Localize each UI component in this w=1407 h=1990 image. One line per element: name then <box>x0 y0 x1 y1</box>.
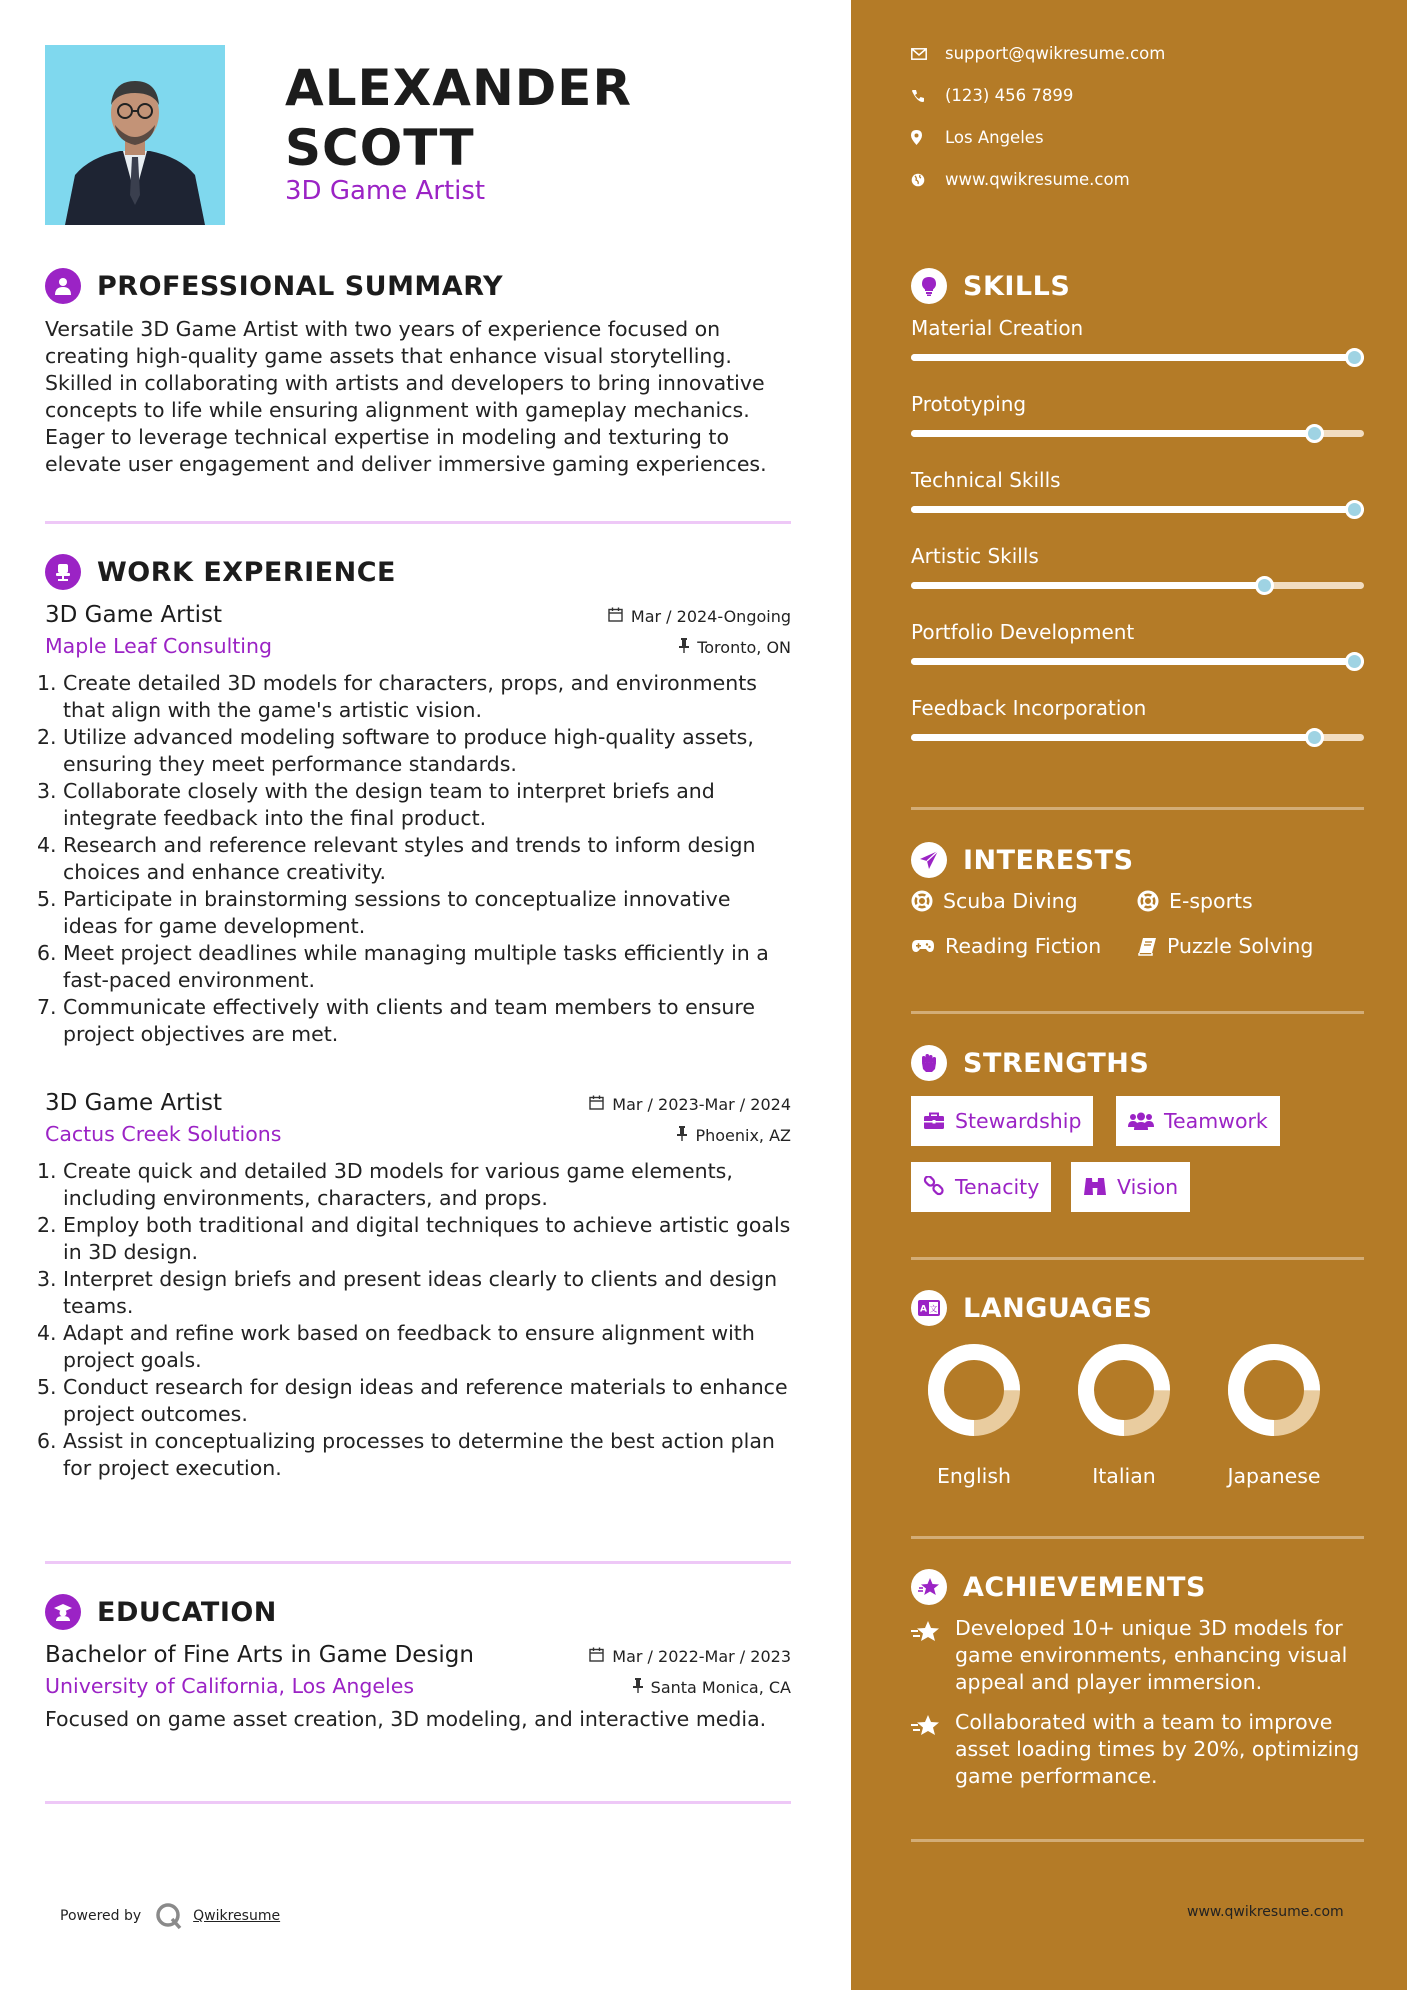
duties-list <box>37 1158 791 1482</box>
strength-chip <box>911 1096 1093 1146</box>
language-name: Italian <box>1092 1464 1156 1488</box>
education-location-text: Santa Monica, CA <box>650 1678 791 1697</box>
skill-bar-fill <box>911 506 1364 513</box>
achievement-item <box>911 1615 1364 1696</box>
translate-icon <box>911 1290 947 1326</box>
list-item: 2. Utilize advanced modeling software to produce high-quality assets, ensuring they meet performance standards. <box>37 725 754 776</box>
pin-icon <box>677 1126 687 1145</box>
paper-plane-icon <box>911 842 947 878</box>
summary-text: Versatile 3D Game Artist with two years of experience focused on creating high-quality game assets that enhance visual storytelling. Skilled in collaborating with artists and developers to bring innovative concepts to life while ensuring alignment with gameplay mechanics. Eager to leverage technical expertise in modeling and texturing to elevate user engagement and deliver immersive gaming experiences. <box>45 317 767 476</box>
experience-section <box>37 552 791 1048</box>
education-section <box>45 1592 791 1733</box>
language-item <box>919 1342 1029 1488</box>
list-item: 6. Meet project deadlines while managing multiple tasks efficiently in a fast-paced environment. <box>37 941 769 992</box>
gamepad-icon <box>911 938 935 954</box>
interest-label: E-sports <box>1169 889 1253 913</box>
envelope-icon <box>911 48 945 60</box>
chair-icon <box>45 554 81 590</box>
skill-slider-handle <box>1345 652 1364 671</box>
education-title: EDUCATION <box>97 1596 277 1628</box>
skill-name: Material Creation <box>911 316 1084 340</box>
divider <box>911 807 1364 810</box>
list-item: 1. Create detailed 3D models for characters, props, and environments that align with the game's artistic vision. <box>37 671 757 722</box>
list-item: 4. Research and reference relevant styles and trends to inform design choices and enhance creativity. <box>37 833 756 884</box>
star-badge-icon <box>911 1569 947 1605</box>
qwikresume-link[interactable]: Qwikresume <box>193 1908 281 1924</box>
skill-slider-handle <box>1305 728 1324 747</box>
degree-title: Bachelor of Fine Arts in Game Design <box>45 1642 474 1668</box>
skill-item <box>911 316 1364 376</box>
interest-item <box>911 934 1101 958</box>
list-item: 6. Assist in conceptualizing processes to determine the best action plan for project execution. <box>37 1429 775 1480</box>
language-name: English <box>936 1464 1012 1488</box>
job-date-text: Mar / 2024-Ongoing <box>630 607 791 626</box>
job-location-text: Toronto, ON <box>697 638 791 657</box>
name-line-2: SCOTT <box>285 119 475 177</box>
job-title: 3D Game Artist <box>45 602 223 628</box>
strengths-section <box>911 1043 1364 1083</box>
graduate-icon <box>45 1594 81 1630</box>
company-name: Maple Leaf Consulting <box>45 634 273 658</box>
interest-item <box>1137 934 1313 958</box>
contact-website-text: www.qwikresume.com <box>945 170 1130 189</box>
language-item <box>1069 1342 1179 1488</box>
strength-chip <box>1071 1162 1190 1212</box>
skill-bar <box>911 506 1364 513</box>
calendar-icon <box>589 1647 604 1666</box>
pin-icon <box>679 638 689 657</box>
interests-section <box>911 840 1364 880</box>
skill-item <box>911 544 1364 604</box>
achievement-text: Collaborated with a team to improve asset loading times by 20%, optimizing game performance. <box>955 1710 1360 1788</box>
list-item: 4. Adapt and refine work based on feedback to ensure alignment with project goals. <box>37 1321 755 1372</box>
skill-name: Artistic Skills <box>911 544 1039 568</box>
interest-label: Reading Fiction <box>945 934 1102 958</box>
list-item: 7. Communicate effectively with clients and team members to ensure project objectives are met. <box>37 995 755 1046</box>
divider <box>911 1839 1364 1842</box>
job-location-text: Phoenix, AZ <box>695 1126 791 1145</box>
powered-by <box>60 1902 280 1930</box>
languages-title: LANGUAGES <box>963 1292 1153 1324</box>
calendar-icon <box>589 1095 604 1114</box>
job-location <box>677 1126 791 1145</box>
strength-label: Tenacity <box>955 1175 1040 1199</box>
lightbulb-icon <box>911 268 947 304</box>
interest-item <box>1137 889 1253 913</box>
skill-name: Prototyping <box>911 392 1027 416</box>
language-item <box>1219 1342 1329 1488</box>
language-ring <box>919 1342 1029 1442</box>
fist-icon <box>911 1045 947 1081</box>
job-date-text: Mar / 2023-Mar / 2024 <box>612 1095 791 1114</box>
skill-bar <box>911 658 1364 665</box>
summary-title: PROFESSIONAL SUMMARY <box>97 270 504 302</box>
achievements-section <box>911 1567 1364 1607</box>
divider <box>911 1011 1364 1014</box>
users-icon <box>1128 1112 1154 1130</box>
strength-label: Teamwork <box>1164 1109 1268 1133</box>
contact-phone[interactable] <box>911 86 1073 105</box>
list-item: 5. Conduct research for design ideas and reference materials to enhance project outcomes. <box>37 1375 788 1426</box>
skill-item <box>911 468 1364 528</box>
book-icon <box>1137 936 1157 956</box>
divider <box>45 1561 791 1564</box>
job-location <box>679 638 791 657</box>
duties-list <box>37 670 791 1048</box>
interest-label: Puzzle Solving <box>1167 934 1314 958</box>
candidate-name <box>285 58 632 178</box>
skill-bar <box>911 430 1364 437</box>
contact-location <box>911 128 1044 147</box>
user-icon <box>45 268 81 304</box>
company-name: Cactus Creek Solutions <box>45 1122 282 1146</box>
skill-item <box>911 696 1364 756</box>
interests-title: INTERESTS <box>963 844 1134 876</box>
divider <box>45 1801 791 1804</box>
skill-slider-handle <box>1255 576 1274 595</box>
education-date-text: Mar / 2022-Mar / 2023 <box>612 1647 791 1666</box>
skill-slider-handle <box>1345 500 1364 519</box>
contact-email-text: support@qwikresume.com <box>945 44 1166 63</box>
lifebuoy-icon <box>1137 890 1159 912</box>
binoculars-icon <box>1083 1177 1107 1197</box>
globe-icon <box>911 173 945 187</box>
skills-section <box>911 266 1364 306</box>
svg-text:文: 文 <box>929 1304 938 1314</box>
skills-title: SKILLS <box>963 270 1071 302</box>
experience-title: WORK EXPERIENCE <box>97 556 396 588</box>
job-date <box>589 1095 791 1114</box>
pin-icon <box>633 1678 643 1697</box>
school-name: University of California, Los Angeles <box>45 1674 415 1698</box>
job-date <box>608 607 791 626</box>
skill-slider-handle <box>1305 424 1324 443</box>
skill-bar-fill <box>911 734 1314 741</box>
education-text: Focused on game asset creation, 3D modeling, and interactive media. <box>45 1707 767 1731</box>
star-icon <box>911 1709 955 1790</box>
skill-name: Technical Skills <box>911 468 1061 492</box>
skill-bar-fill <box>911 582 1264 589</box>
phone-icon <box>911 89 945 103</box>
skill-bar <box>911 354 1364 361</box>
skill-bar <box>911 582 1364 589</box>
skill-name: Portfolio Development <box>911 620 1135 644</box>
skill-item <box>911 620 1364 680</box>
powered-by-text: Powered by <box>60 1908 142 1924</box>
candidate-role: 3D Game Artist <box>285 176 486 206</box>
skill-bar-fill <box>911 658 1364 665</box>
interest-item <box>911 889 1078 913</box>
star-icon <box>911 1615 955 1696</box>
lifebuoy-icon <box>911 890 933 912</box>
strength-chip <box>911 1162 1051 1212</box>
skill-name: Feedback Incorporation <box>911 696 1147 720</box>
map-marker-icon <box>911 130 945 145</box>
strength-chip <box>1116 1096 1280 1146</box>
contact-location-text: Los Angeles <box>945 128 1044 147</box>
achievements-title: ACHIEVEMENTS <box>963 1571 1206 1603</box>
education-date <box>589 1647 791 1666</box>
svg-text:A: A <box>920 1304 927 1315</box>
contact-phone-text: (123) 456 7899 <box>945 86 1074 105</box>
skill-bar-fill <box>911 354 1364 361</box>
contact-website[interactable] <box>911 170 1130 189</box>
list-item: 5. Participate in brainstorming sessions to conceptualize innovative ideas for game development. <box>37 887 731 938</box>
link-icon <box>923 1176 945 1198</box>
interest-label: Scuba Diving <box>943 889 1078 913</box>
contact-email[interactable] <box>911 44 1165 63</box>
language-ring <box>1069 1342 1179 1442</box>
achievement-item <box>911 1709 1364 1790</box>
briefcase-icon <box>923 1112 945 1130</box>
calendar-icon <box>608 607 623 626</box>
list-item: 3. Interpret design briefs and present ideas clearly to clients and design teams. <box>37 1267 778 1318</box>
job-entry <box>37 1090 791 1482</box>
strength-label: Stewardship <box>955 1109 1082 1133</box>
skill-bar-fill <box>911 430 1314 437</box>
education-location <box>633 1678 791 1697</box>
skill-slider-handle <box>1345 348 1364 367</box>
achievement-text: Developed 10+ unique 3D models for game environments, enhancing visual appeal and player immersion. <box>955 1616 1348 1694</box>
job-title: 3D Game Artist <box>45 1090 223 1116</box>
divider <box>911 1536 1364 1539</box>
strength-label: Vision <box>1117 1175 1179 1199</box>
footer-website[interactable]: www.qwikresume.com <box>1187 1904 1344 1920</box>
divider <box>45 521 791 524</box>
strengths-title: STRENGTHS <box>963 1047 1150 1079</box>
name-line-1: ALEXANDER <box>285 59 632 117</box>
language-name: Japanese <box>1227 1464 1321 1488</box>
skill-item <box>911 392 1364 452</box>
languages-section <box>911 1288 1364 1328</box>
job-entry <box>37 602 791 1048</box>
profile-photo <box>45 45 225 225</box>
list-item: 2. Employ both traditional and digital techniques to achieve artistic goals in 3D design. <box>37 1213 791 1264</box>
qwikresume-logo-icon <box>155 1902 183 1930</box>
language-ring <box>1219 1342 1329 1442</box>
summary-section <box>45 266 791 478</box>
skill-bar <box>911 734 1364 741</box>
divider <box>911 1257 1364 1260</box>
list-item: 3. Collaborate closely with the design team to interpret briefs and integrate feedback into the final product. <box>37 779 715 830</box>
list-item: 1. Create quick and detailed 3D models for various game elements, including environments, characters, and props. <box>37 1159 733 1210</box>
